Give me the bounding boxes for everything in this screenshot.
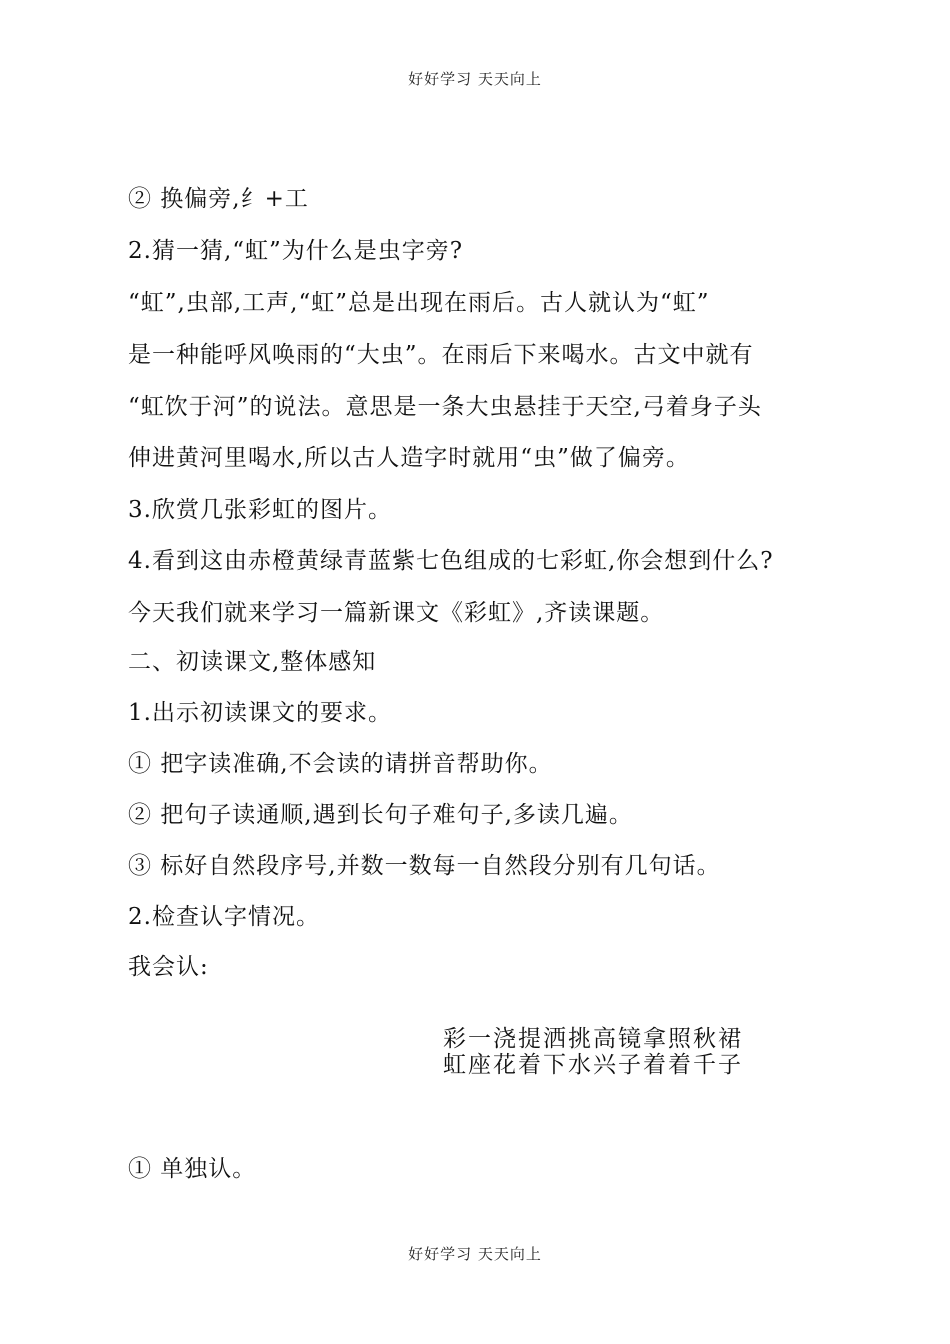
text-line-1: ② 换偏旁,纟+工 <box>128 186 309 212</box>
character-row-1: 彩一浇提洒挑高镜拿照秋裙 <box>443 1026 743 1052</box>
text-line-12: ① 把字读准确,不会读的请拼音帮助你。 <box>128 751 553 777</box>
text-line-6: 伸进黄河里喝水,所以古人造字时就用“虫”做了偏旁。 <box>128 445 690 471</box>
text-line-15: 2.检查认字情况。 <box>128 904 320 930</box>
character-row-2: 虹座花着下水兴子着着千子 <box>443 1052 743 1078</box>
text-line-3: “虹”,虫部,工声,“虹”总是出现在雨后。古人就认为“虹” <box>128 290 710 316</box>
text-line-13: ② 把句子读通顺,遇到长句子难句子,多读几遍。 <box>128 802 633 828</box>
text-line-7: 3.欣赏几张彩虹的图片。 <box>128 497 392 523</box>
text-line-5: “虹饮于河”的说法。意思是一条大虫悬挂于天空,弓着身子头 <box>128 394 762 420</box>
text-line-8: 4.看到这由赤橙黄绿青蓝紫七色组成的七彩虹,你会想到什么? <box>128 548 774 574</box>
text-line-4: 是一种能呼风唤雨的“大虫”。在雨后下来喝水。古文中就有 <box>128 342 754 368</box>
text-line-last: ① 单独认。 <box>128 1156 257 1182</box>
section-heading: 二、初读课文,整体感知 <box>128 649 377 675</box>
text-line-14: ③ 标好自然段序号,并数一数每一自然段分别有几句话。 <box>128 853 721 879</box>
page-header: 好好学习 天天向上 <box>408 70 542 88</box>
page-footer: 好好学习 天天向上 <box>408 1245 542 1263</box>
text-line-11: 1.出示初读课文的要求。 <box>128 700 392 726</box>
text-line-16: 我会认: <box>128 954 209 980</box>
text-line-2: 2.猜一猜,“虹”为什么是虫字旁? <box>128 238 464 264</box>
text-line-9: 今天我们就来学习一篇新课文《彩虹》,齐读课题。 <box>128 600 665 626</box>
